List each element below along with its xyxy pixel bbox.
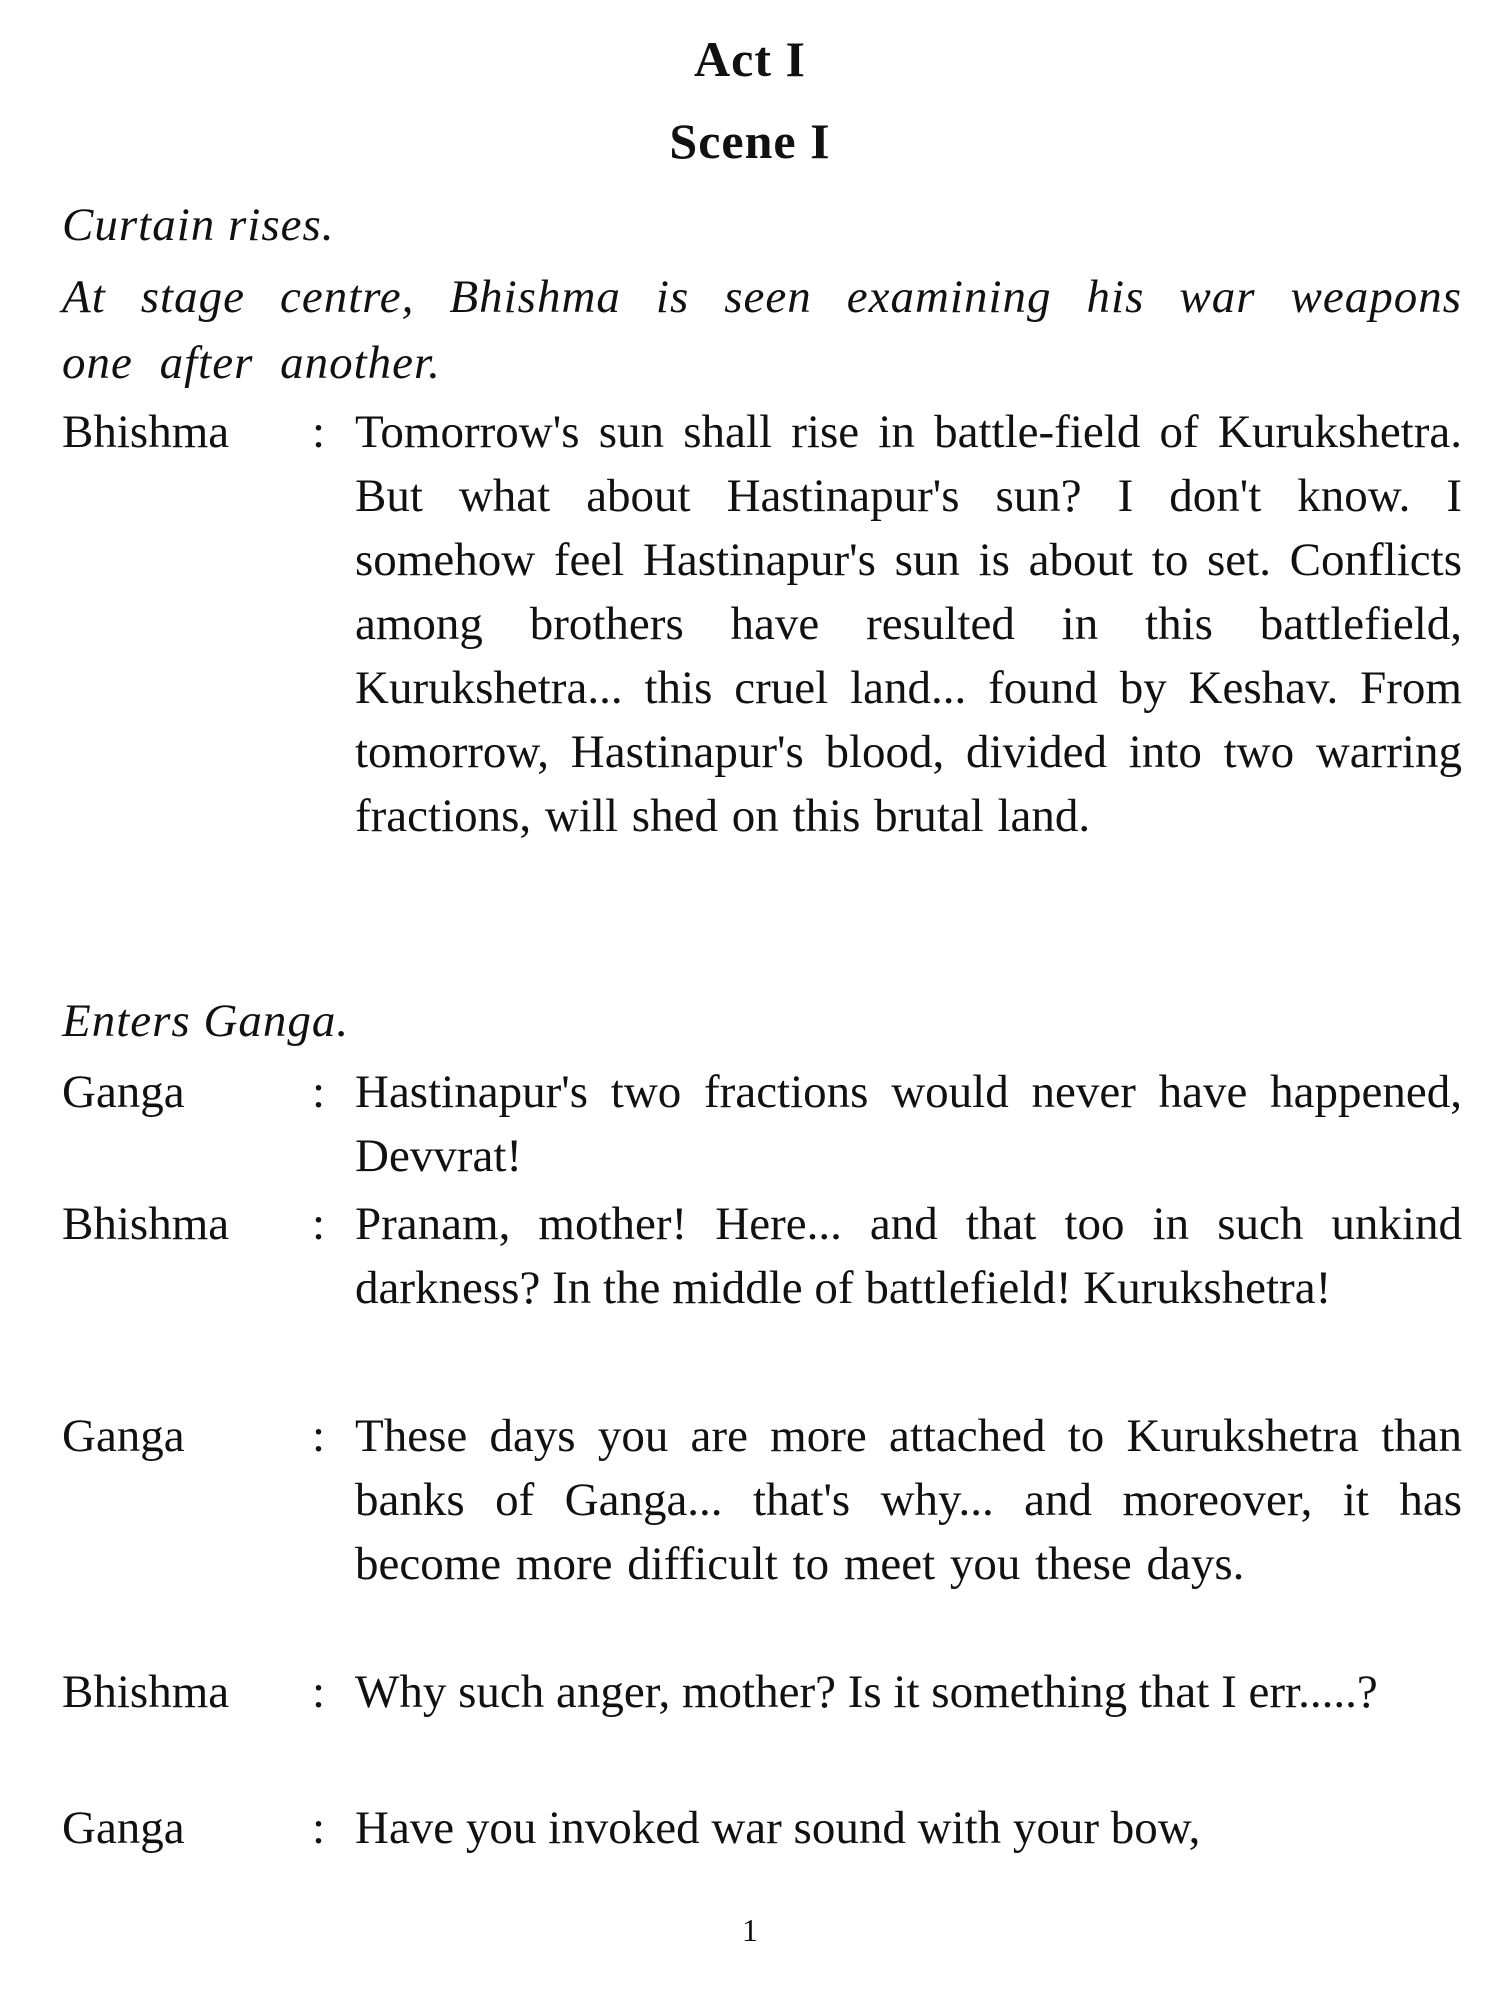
speaker-separator: : xyxy=(312,1410,326,1462)
dialogue-text: Hastinapur's two fractions would never have happened, Devvrat! xyxy=(355,1066,1462,1182)
act-heading: Act I xyxy=(694,31,806,87)
speaker-separator: : xyxy=(312,406,326,458)
scene-heading: Scene I xyxy=(669,113,831,169)
page-number: 1 xyxy=(742,1912,758,1948)
stage-direction: Enters Ganga. xyxy=(62,995,350,1047)
stage-direction: At stage centre, Bhishma is seen examining his war weapons one after another. xyxy=(62,271,1462,389)
speaker-name: Bhishma xyxy=(62,406,230,458)
dialogue-text: Pranam, mother! Here... and that too in such unkind darkness? In the middle of battlefield! Kurukshetra! xyxy=(355,1198,1462,1314)
speaker-separator: : xyxy=(312,1802,326,1854)
speaker-name: Ganga xyxy=(62,1802,185,1854)
dialogue-text: These days you are more attached to Kurukshetra than banks of Ganga... that's why... and moreover, it has become more difficult to meet you these days. xyxy=(355,1410,1462,1590)
dialogue-text: Why such anger, mother? Is it something that I err.....? xyxy=(355,1666,1378,1718)
speaker-name: Bhishma xyxy=(62,1666,230,1718)
speaker-name: Bhishma xyxy=(62,1198,230,1250)
speaker-separator: : xyxy=(312,1066,326,1118)
speaker-name: Ganga xyxy=(62,1410,185,1462)
speaker-name: Ganga xyxy=(62,1066,185,1118)
stage-direction: Curtain rises. xyxy=(62,199,335,251)
speaker-separator: : xyxy=(312,1666,326,1718)
speaker-separator: : xyxy=(312,1198,326,1250)
dialogue-text: Tomorrow's sun shall rise in battle-field of Kurukshetra. But what about Hastinapur's sun? I don't know. I somehow feel Hastinapur's sun is about to set. Conflicts among brothers have resulted in this battlefield, Kurukshetra... this cruel land... found by Keshav. From tomorrow, Hastinapur's blood, divided into two warring fractions, will shed on this brutal land. xyxy=(355,406,1462,842)
dialogue-text: Have you invoked war sound with your bow, xyxy=(355,1802,1201,1854)
